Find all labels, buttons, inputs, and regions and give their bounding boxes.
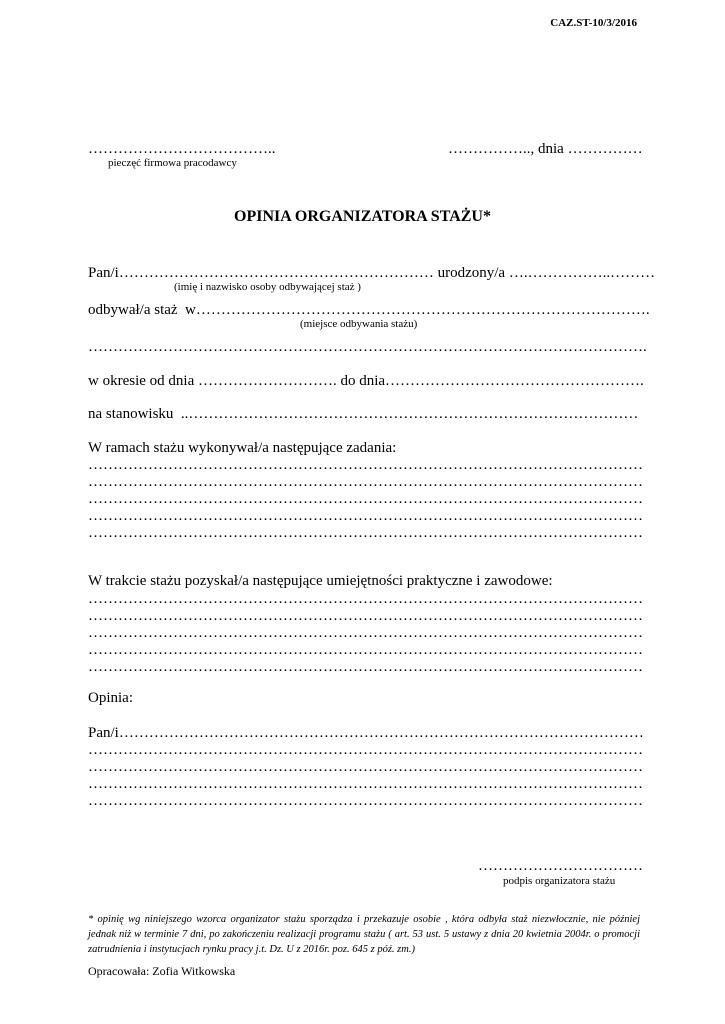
footnote: * opinię wg niniejszego wzorca organizator stażu sporządza i przekazuje osobie , która odbyła staż niezwłocznie, nie później jednak niż w terminie 7 dni, po zakończeniu realizacji programu stażu ( art. 53 ust. 5 ustawy z dnia 20 kwietnia 2004r. o promocji zatrudnienia i instytucjach rynku pracy j.t. Dz. U z 2016r. poz. 645 z póź. zm.) <box>88 914 640 955</box>
signature-line: …………………………… <box>478 858 643 874</box>
internship-place-line-2: …………………………………………………………………………………………………. <box>88 339 647 355</box>
skills-line: ………………………………………………………………………………………………… <box>88 659 643 675</box>
name-birth-line: Pan/i……………………………………………………… urodzony/a ….……………..……… <box>88 265 656 281</box>
opinion-line: ………………………………………………………………………………………………… <box>88 742 643 758</box>
tasks-heading: W ramach stażu wykonywał/a następujące zadania: <box>88 440 397 456</box>
date-line: …………….., dnia …………… <box>448 141 643 157</box>
company-stamp-label: pieczęć firmowa pracodawcy <box>108 157 237 169</box>
tasks-line: ………………………………………………………………………………………………… <box>88 525 643 541</box>
skills-line: ………………………………………………………………………………………………… <box>88 625 643 641</box>
opinion-line: ………………………………………………………………………………………………… <box>88 793 643 809</box>
internship-place-line: odbywał/a staż w………………………………………………………………………………. <box>88 302 650 318</box>
opinion-line: ………………………………………………………………………………………………… <box>88 759 643 775</box>
opinion-heading: Opinia: <box>88 690 133 706</box>
position-line: na stanowisku ..……………………………………………………………………………… <box>88 406 639 422</box>
prepared-by: Opracowała: Zofia Witkowska <box>88 964 236 978</box>
signature-label: podpis organizatora stażu <box>503 875 616 887</box>
skills-line: ………………………………………………………………………………………………… <box>88 642 643 658</box>
name-hint: (imię i nazwisko osoby odbywającej staż ) <box>174 281 361 293</box>
skills-line: ………………………………………………………………………………………………… <box>88 591 643 607</box>
tasks-line: ………………………………………………………………………………………………… <box>88 508 643 524</box>
period-line: w okresie od dnia ………………………. do dnia……………………………………………. <box>88 373 644 389</box>
skills-heading: W trakcie stażu pozyskał/a następujące umiejętności praktyczne i zawodowe: <box>88 573 553 589</box>
document-code: CAZ.ST-10/3/2016 <box>550 17 637 29</box>
tasks-line: ………………………………………………………………………………………………… <box>88 474 643 490</box>
opinion-first-line: Pan/i…………………………………………………………………………………………… <box>88 725 644 741</box>
skills-line: ………………………………………………………………………………………………… <box>88 608 643 624</box>
company-stamp-line: ……………………………….. <box>88 141 276 157</box>
document-title: OPINIA ORGANIZATORA STAŻU* <box>234 208 491 225</box>
opinion-line: ………………………………………………………………………………………………… <box>88 776 643 792</box>
tasks-line: ………………………………………………………………………………………………… <box>88 457 643 473</box>
tasks-line: ………………………………………………………………………………………………… <box>88 491 643 507</box>
internship-place-hint: (miejsce odbywania stażu) <box>300 318 418 330</box>
